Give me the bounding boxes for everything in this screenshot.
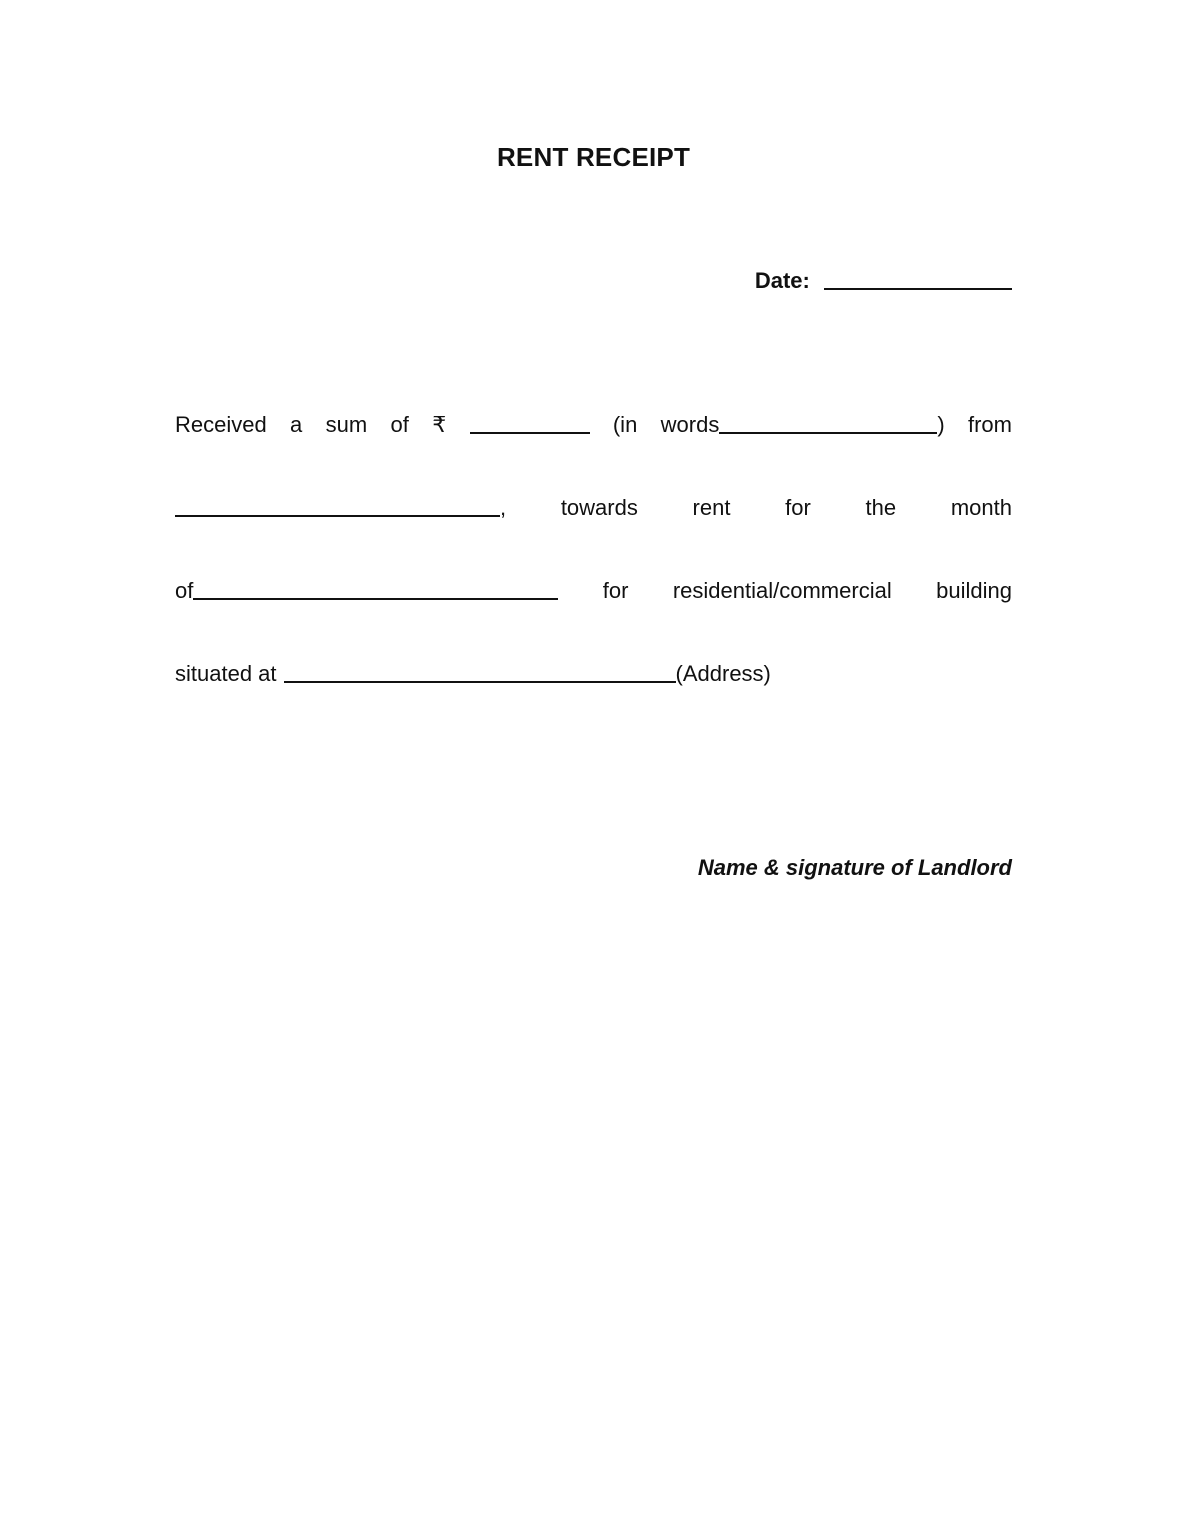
rupee-icon: ₹	[432, 412, 447, 437]
amount-field[interactable]	[470, 410, 590, 434]
text-towards: towards	[560, 495, 638, 520]
text-the: the	[865, 495, 897, 520]
text-for: for	[785, 495, 811, 520]
text-of: of	[390, 412, 409, 437]
text-for: for	[602, 578, 629, 603]
in-words-group	[661, 408, 945, 438]
tenant-group	[175, 491, 506, 521]
text-building: building	[936, 578, 1012, 603]
document-title: RENT RECEIPT	[496, 142, 691, 172]
address-field[interactable]	[284, 659, 676, 683]
text-from: from	[967, 412, 1012, 437]
landlord-signature-label: Name & signature of Landlord	[697, 855, 1012, 880]
date-label: Date:	[754, 268, 810, 293]
text-address-hint: (Address)	[675, 661, 771, 686]
text-rent: rent	[692, 495, 731, 520]
text-a: a	[290, 412, 303, 437]
date-row	[755, 264, 1012, 294]
comma: ,	[500, 495, 507, 520]
text-received: Received	[175, 412, 267, 437]
text-in: (in	[612, 412, 638, 437]
receipt-line-1	[175, 408, 1012, 438]
text-month: month	[950, 495, 1012, 520]
receipt-line-3	[175, 574, 1012, 604]
text-situated-at: situated at	[175, 661, 277, 686]
close-paren: )	[937, 412, 945, 437]
date-field[interactable]	[824, 266, 1012, 290]
text-residential-commercial: residential/commercial	[672, 578, 892, 603]
receipt-line-2	[175, 491, 1012, 521]
text-sum: sum	[325, 412, 368, 437]
month-group	[175, 574, 558, 604]
tenant-name-field[interactable]	[175, 493, 500, 517]
text-of: of	[175, 578, 194, 603]
receipt-line-4	[175, 657, 1012, 687]
text-words: words	[660, 412, 720, 437]
amount-in-words-field[interactable]	[719, 410, 937, 434]
month-field[interactable]	[193, 576, 558, 600]
